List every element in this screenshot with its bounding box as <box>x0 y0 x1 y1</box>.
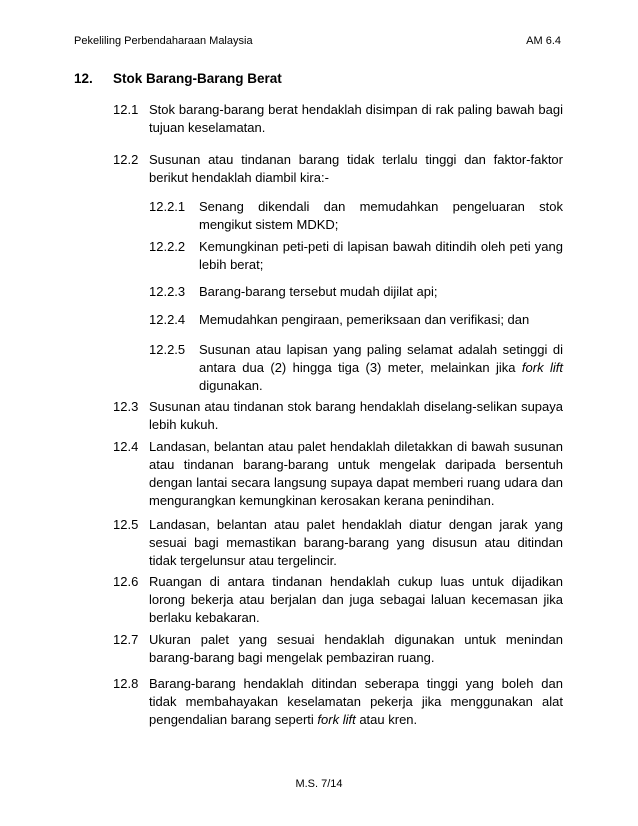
subclause-number: 12.2.5 <box>149 342 186 357</box>
text-segment: atau kren. <box>355 712 418 727</box>
text-segment: Susunan atau lapisan yang paling selamat adalah setinggi di antara dua (2) hingga tiga (3) meter, melainkan jika <box>199 342 563 375</box>
clause-number: 12.1 <box>113 102 139 117</box>
text-segment: Barang-barang hendaklah ditindan seberapa tinggi yang boleh dan tidak membahayakan keselamatan pekerja jika menggunakan alat pengendalian barang seperti <box>149 676 563 727</box>
italic-term: fork lift <box>521 360 563 375</box>
clause-text: Ukuran palet yang sesuai hendaklah digunakan untuk menindan barang-barang bagi mengelak pembaziran ruang. <box>149 632 563 665</box>
clause-text: Stok barang-barang berat hendaklah disimpan di rak paling bawah bagi tujuan keselamatan. <box>149 102 563 135</box>
text-segment: digunakan. <box>199 378 263 393</box>
subclause-number: 12.2.3 <box>149 284 186 299</box>
subclause-number: 12.2.2 <box>149 239 186 254</box>
clause-text: Landasan, belantan atau palet hendaklah diatur dengan jarak yang sesuai bagi memastikan barang-barang yang disusun atau ditindan tidak tergelunsur atau tergelincir. <box>149 517 563 568</box>
subclause-number: 12.2.4 <box>149 312 186 327</box>
clause-number: 12.3 <box>113 399 139 414</box>
clause-number: 12.2 <box>113 152 139 167</box>
clause-text: Landasan, belantan atau palet hendaklah diletakkan di bawah susunan atau tindanan barang-barang untuk mengelak daripada bersentuh dengan lantai secara langsung supaya dapat memberi ruang udara dan mengurangkan kemungkinan kerosakan kerana penindihan. <box>149 439 563 508</box>
subclause-text: Barang-barang tersebut mudah dijilat api; <box>199 284 438 299</box>
clause-text: Susunan atau tindanan barang tidak terlalu tinggi dan faktor-faktor berikut hendaklah diambil kira:- <box>149 152 563 185</box>
subclause-text <box>199 341 563 395</box>
subclause-number: 12.2.1 <box>149 199 186 214</box>
clause-number: 12.7 <box>113 632 139 647</box>
subclause-text: Senang dikendali dan memudahkan pengeluaran stok mengikut sistem MDKD; <box>199 199 563 232</box>
clause-number: 12.8 <box>113 676 139 691</box>
header-document-code: AM 6.4 <box>526 35 561 47</box>
section-number: 12. <box>74 71 93 86</box>
header-document-title: Pekeliling Perbendaharaan Malaysia <box>74 35 253 47</box>
clause-number: 12.6 <box>113 574 139 589</box>
clause-number: 12.5 <box>113 517 139 532</box>
clause-text: Susunan atau tindanan stok barang hendaklah diselang-selikan supaya lebih kukuh. <box>149 399 563 432</box>
page-number: M.S. 7/14 <box>295 778 343 790</box>
italic-term: fork lift <box>317 712 356 727</box>
subclause-text: Memudahkan pengiraan, pemeriksaan dan verifikasi; dan <box>199 312 530 327</box>
clause-text: Ruangan di antara tindanan hendaklah cukup luas untuk dijadikan lorong bekerja atau berjalan dan juga sebagai laluan kecemasan jika berlaku kebakaran. <box>149 574 563 625</box>
clause-text <box>149 675 563 729</box>
section-title: Stok Barang-Barang Berat <box>113 71 282 86</box>
clause-number: 12.4 <box>113 439 139 454</box>
subclause-text: Kemungkinan peti-peti di lapisan bawah ditindih oleh peti yang lebih berat; <box>199 239 563 272</box>
